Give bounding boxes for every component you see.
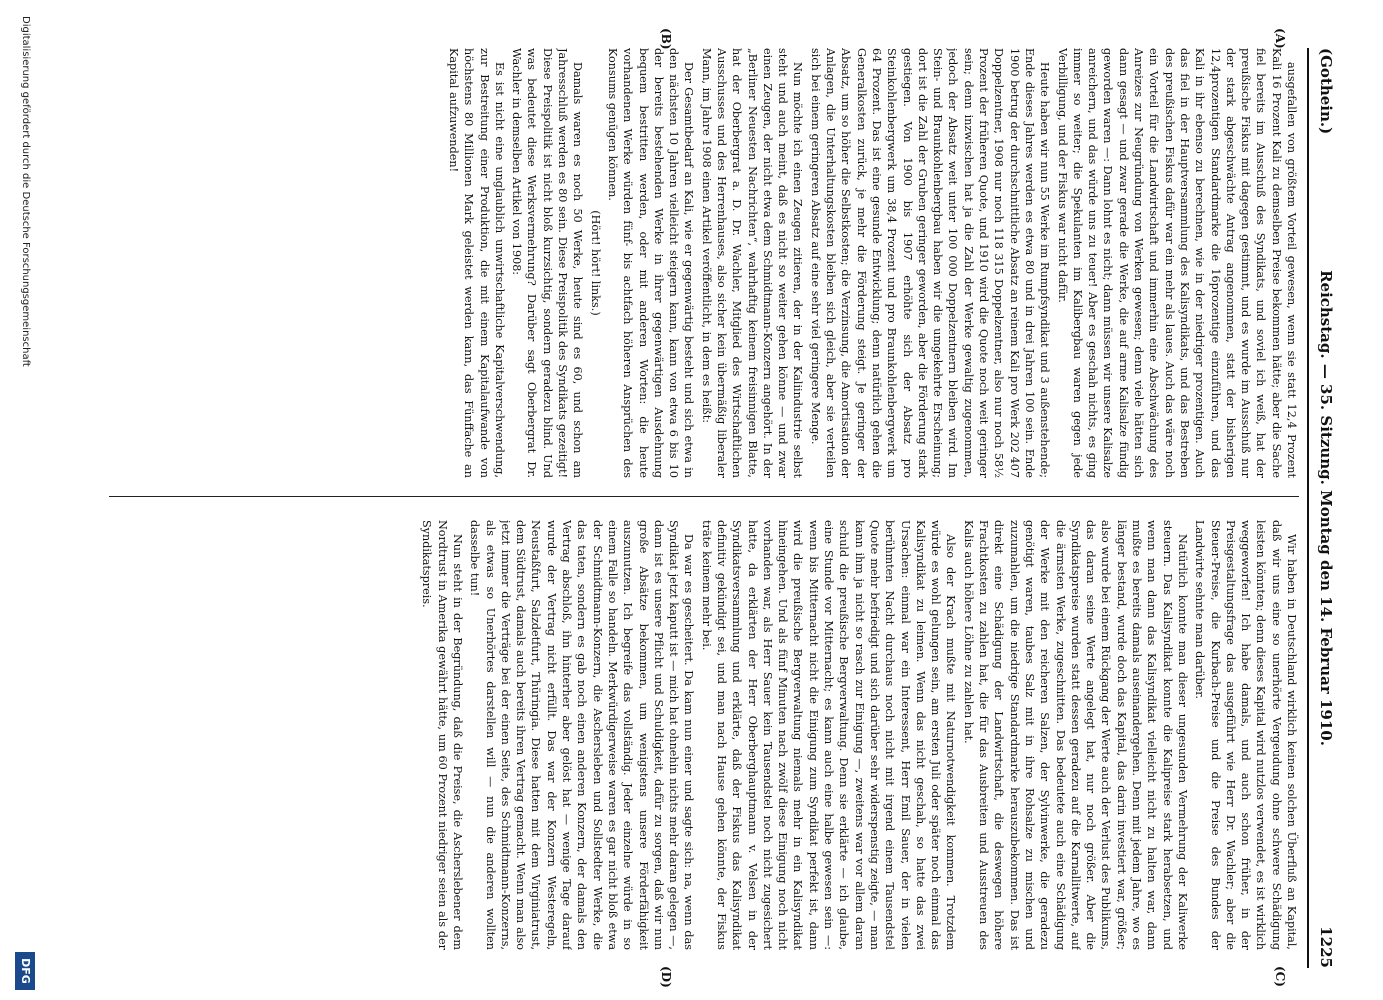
paragraph: Also der Krach mußte mit Naturnotwendigkeit kommen. Trotzdem würde es wohl gelungen sein, am ersten Juli oder später noch einmal das Kalisyndikat zu leimen. Wenn das nicht geschah, so hatte das zwei Ursachen: einmal war ein Interessent, Herr Emil Sauer, der in vielen berühmten Nacht durchaus noch nicht mit irgend einem Tausendstel Quote mehr befriedigt und sich darüber sehr widerspenstig zeigte, — man kann ihm ja nicht so rasch zur Einigung —, zweitens war vor allem daran schuld die preußische Bergverwaltung. Denn sie erklärte — ich glaube, eine Stunde vor Mitternacht; es kann auch eine halbe gewesen sein —: wenn bis Mitternacht nicht die Einigung zum Syndikat perfekt ist, dann wird die preußische Bergverwaltung niemals mehr in ein Kalisyndikat hineingehen. Und als fünf Minuten nach zwölf diese Einigung noch nicht vorhanden war, als Herr Sauer kein Tausendstel noch nicht zugesichert hatte, da erklärten der Herr Oberberghauptmann v. Velsen in der Syndikatsversammlung und erklärte, daß der Fiskus das Kalisyndikat definitiv gekündigt sei, und man nach Hause gehen könnte, der Fiskus träte keinem mehr bei.	[699, 520, 958, 950]
quote-paragraph: Es ist nicht eine unglaublich unwirtschaftliche Kapitalverschwendung, zur Bestreitung einer Produktion, die mit einem Kapitalaufwande von höchstens 80 Millionen Mark geleistet werden kann, das Fünffache an Kapital aufzuwenden!	[446, 48, 506, 478]
left-column	[119, 48, 1299, 478]
paragraph: Wir haben in Deutschland wirklich keinen solchen Überfluß an Kapital, daß wir uns eine so unerhörte Vergeudung ohne schwere Schädigung leisten könnten; denn dieses Kapital wird nutzlos verwendet, es ist wirklich weggeworfen! Ich habe damals, und auch schon früher, in der Preisgestaltungsfrage das ausgeführt wie Herr Dr. Wachler; aber die Steuer-Preise, die Kurbach-Preise und die Preise des Bundes der Landwirte sehnte man darüber.	[1193, 520, 1298, 950]
paragraph: Damals waren es noch 50 Werke, heute sind es 60, und schon am Jahresschluß werden es 80 sein. Diese Preispolitik des Syndikats gezeitigt! Diese Preispolitik ist nicht bloß kurzsichtig, sondern geradezu blind. Und was bedeutet diese Werksvermehrung? Darüber sagt Oberbergrat Dr. Wachler in demselben Artikel von 1908:	[510, 48, 585, 478]
paragraph: Nun möchte ich einen Zeugen zitieren, der in der Kaliindustrie selbst steht und auch meint, daß es nicht so weiter gehen könne — und zwar einen Zeugen, der nicht etwa dem Schmidtmann-Konzern angehört. In der „Berliner Neuesten Nachrichten“, wahrhaftig keinem freisinnigen Blatte, hat der Oberbergrat a. D. Dr. Wachler, Mitglied des Wirtschaftlichen Ausschusses und des Herrenhauses, also sicher kein übermäßig liberaler Mann, im Jahre 1908 einen Artikel veröffentlicht, in dem es heißt:	[699, 48, 805, 478]
paragraph: ausgefallen von größtem Vorteil gewesen, wenn sie statt 12,4 Prozent Kali 16 Prozent Kali zu demselben Preise bekommen hätte; aber die Sache fiel bereits im Ausschuß des Syndikats, und soviel ich weiß, hat der preußische Fiskus mit dagegen gestimmt, und es wurde im Ausschuß nur der stark abgeschwächte Antrag angenommen, statt der bisherigen 12,4prozentigen Standardmarke die 16prozentige einzuführen, und das Kali in ihr ebenso zu berechnen, wie in der niedriger prozentigen. Auch das fiel in der Hauptversammlung des Kalisyndikats, und das Bestreben des preußischen Fiskus dafür war ein mehr als laues. Auch das wäre noch ein Vorteil für die Landwirtschaft und immerhin eine Abschwächung des Anreizes zur Neugründung von Werken gewesen; denn viele hätten sich dann gesagt — und zwar gerade die Werke, die auf arme Kalisalze fündig geworden waren —: Dann lohnt es nicht; dann müssen wir unsere Kalisalze anreichern, und das würde uns zu teuer! Aber es geschah nichts, es ging immer so weiter; die Spekulanten im Kalibergbau waren gegen jede Verbilligung, und der Fiskus war nicht dafür.	[1055, 48, 1298, 478]
column-divider	[109, 496, 1299, 497]
funding-credit: Digitalisierung gefördert durch die Deutsche Forschungsgemeinschaft	[20, 16, 31, 367]
margin-marker-b: (B)	[659, 28, 673, 50]
right-column	[119, 520, 1299, 950]
interjection: (Hört! hört! links.)	[588, 210, 602, 316]
page-title: Reichstag. — 35. Sitzung. Montag den 14. Februar 1910.	[1317, 270, 1335, 746]
margin-marker-d: (D)	[659, 966, 673, 988]
margin-marker-a: (A)	[1273, 28, 1287, 49]
paragraph: Nun steht in der Begründung, daß die Preise, die Ascherslebener dem Nordtrust in Amerika gewährt hätte, um 60 Prozent niedriger seien als der Syndikatspreis.	[420, 520, 464, 950]
paragraph: Heute haben wir nun 55 Werke im Rumpfsyndikat und 3 außenstehende; Ende dieses Jahres werden es etwa 80 und in drei Jahren 100 sein. Ende 1900 betrug der durchschnittliche Absatz an reinem Kali pro Werk 202 407 Doppelzentner, 1908 nur noch 118 315 Doppelzentner, also nur noch 58½ Prozent der früheren Quote, und 1910 wird die Quote noch weit geringer sein; denn inzwischen hat ja die Zahl der Werke gewaltig zugenommen, jedoch der Absatz weit unter 100 000 Doppelzentnern bleiben wird. Im Stein- und Braunkohlenbergbau haben wir die umgekehrte Erscheinung; dort ist die Zahl der Gruben geringer geworden, aber die Förderung stark gestiegen. Von 1900 bis 1907 erhöhte sich der Absatz pro Steinkohlenbergwerk um 38,4 Prozent und pro Braunkohlenbergwerk um 64 Prozent. Das ist eine gesunde Entwicklung; denn natürlich gehen die Generalkosten zurück, je mehr die Förderung steigt. Je geringer der Absatz, um so höher die Selbstkosten; die Verzinsung, die Amortisation der Anlagen, die Unterhaltungskosten bleiben sich gleich, aber sie verteilen sich bei einem geringeren Absatz auf eine sehr viel geringere Menge.	[808, 48, 1052, 478]
page-header	[1307, 48, 1343, 968]
quote-paragraph: Der Gesamtbedarf an Kali, wie er gegenwärtig besteht und sich etwa in den nächsten 10 Jahren vielleicht steigern kann, kann von etwa 6 bis 10 der bereits bestehenden Werke in ihrer gegenwärtigen Ausdehnung bequem bestritten werden, oder mit anderen Worten: die heute vorhandenen Werke würden fünf- bis achtfach höheren Ansprüchen des Konsums genügen können.	[605, 48, 696, 478]
page-number: 1225	[1317, 926, 1335, 968]
paragraph: Natürlich konnte man dieser ungesunden Vermehrung der Kaliwerke steuern. Das Kalisyndikat konnte die Kalipreise stark herabsetzen, und wenn man dann das Kalisyndikat vielleicht nicht zu halten war, dann mußte es bereits damals auseinandergehen. Denn mit jedem Jahre, wo es länger bestand, wurde doch das Kapital, das darin investiert war, größer; also wurde bei einem Rückgang der Werte auch der Verlust des Publikums, das daran seine Werte angelegt hat, nur noch größer. Aber die Syndikatspreise wurden statt dessen geradezu auf die Karnallitwerte, auf die ärmsten Werke, zugeschnitten. Das bedeutete auch eine Schädigung der Werke mit den reicheren Salzen, der Sylvinwerke, die geradezu genötigt waren, taubes Salz mit in ihre Rohsalze zu mischen und zuzumahlen, um die niedrige Standardmarke herauszubekommen. Das ist direkt eine Schädigung der Landwirtschaft, die deswegen höhere Frachtkosten zu zahlen hat, die für das Ausbreiten und Ausstreuen des Kalis auch höhere Löhne zu zahlen hat.	[961, 520, 1189, 950]
speaker-tag: (Gothein.)	[1317, 48, 1335, 135]
digitization-footer	[3, 0, 43, 1000]
paragraph: Da war es gescheitert. Da kam nun einer und sagte sich: na, wenn das Syndikat jetzt kaputt ist — mich hat ohnehin nichts mehr daran gelegen —, dann ist es unsere Pflicht und Schuldigkeit, dafür zu sorgen, daß wir nun große Absätze bekommen, um wenigstens unsere Förderfähigkeit auszunutzen. Ich begreife das vollständig. Jeder einzelne würde in so einem Falle so handeln. Merkwürdigerweise waren es gar nicht bloß etwa der Schmidtmann-Konzern, die Aschersleben und Sollstedter Werke, die das taten, sondern es gab noch einen anderen Konzern, der damals den Vertrag abschloß, ihn hinterher aber gelöst hat — wenige Tage darauf wurde der Vertrag nicht erfüllt. Das war der Konzern Westeregeln, Neustaßfurt, Salzdetfurt, Thüringia. Diese hatten mit dem Virginiatrust, dem Südtrust, damals auch bereits ihren Vertrag gemacht. Wenn man also jetzt immer die Verträge bei der einen Seite, des Schmidtmann-Konzerns, als etwas so Unerhörtes darstellen will — nun die anderen wollten dasselbe tun!	[468, 520, 696, 950]
dfg-logo: DFG	[15, 952, 35, 990]
margin-marker-c: (C)	[1273, 966, 1287, 987]
